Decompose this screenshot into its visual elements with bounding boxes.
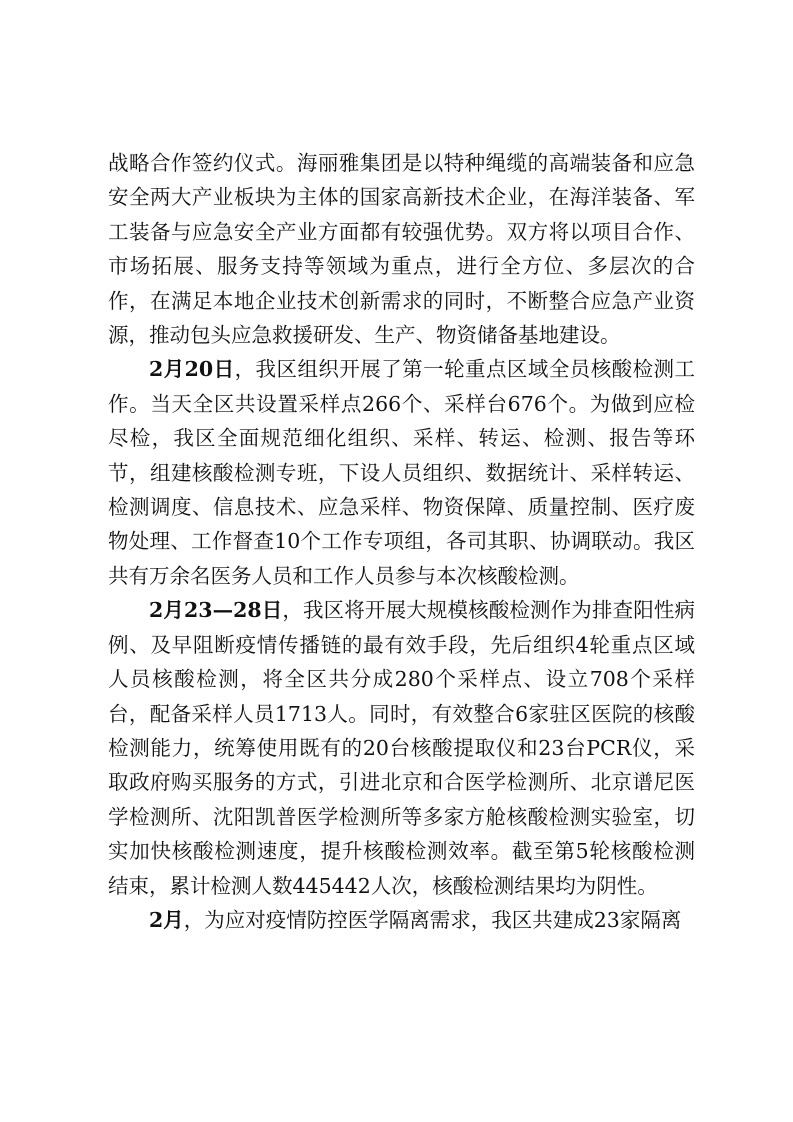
document-page: [108, 146, 695, 937]
paragraph-1: [108, 146, 695, 352]
paragraph-2-date: 2月20日: [149, 357, 235, 382]
paragraph-1-text: 战略合作签约仪式。海丽雅集团是以特种绳缆的高端装备和应急安全两大产业板块为主体的国家高新技术企业，在海洋装备、军工装备与应急安全产业方面都有较强优势。双方将以项目合作、市场拓展、服务支持等领域为重点，进行全方位、多层次的合作，在满足本地企业技术创新需求的同时，不断整合应急产业资源，推动包头应急救援研发、生产、物资储备基地建设。: [108, 151, 695, 348]
paragraph-4-text: ，为应对疫情防控医学隔离需求，我区共建成23家隔离: [183, 907, 682, 932]
paragraph-4: [108, 903, 695, 937]
paragraph-3: [108, 593, 695, 903]
paragraph-2-text: ，我区组织开展了第一轮重点区域全员核酸检测工作。当天全区共设置采样点266个、采样台676个。为做到应检尽检，我区全面规范细化组织、采样、转运、检测、报告等环节，组建核酸检测专班，下设人员组织、数据统计、采样转运、检测调度、信息技术、应急采样、物资保障、质量控制、医疗废物处理、工作督查10个工作专项组，各司其职、协调联动。我区共有万余名医务人员和工作人员参与本次核酸检测。: [108, 357, 696, 588]
paragraph-2: [108, 352, 695, 593]
paragraph-4-date: 2月: [149, 907, 184, 932]
paragraph-3-text: ，我区将开展大规模核酸检测作为排查阳性病例、及早阻断疫情传播链的最有效手段，先后组织4轮重点区域人员核酸检测，将全区共分成280个采样点、设立708个采样台，配备采样人员1713人。同时，有效整合6家驻区医院的核酸检测能力，统筹使用既有的20台核酸提取仪和23台PCR仪，采取政府购买服务的方式，引进北京和合医学检测所、北京谱尼医学检测所、沈阳凯普医学检测所等多家方舱核酸检测实验室，切实加快核酸检测速度，提升核酸检测效率。截至第5轮核酸检测结束，累计检测人数445442人次，核酸检测结果均为阴性。: [108, 598, 695, 898]
paragraph-3-date: 2月23—28日: [149, 598, 283, 623]
